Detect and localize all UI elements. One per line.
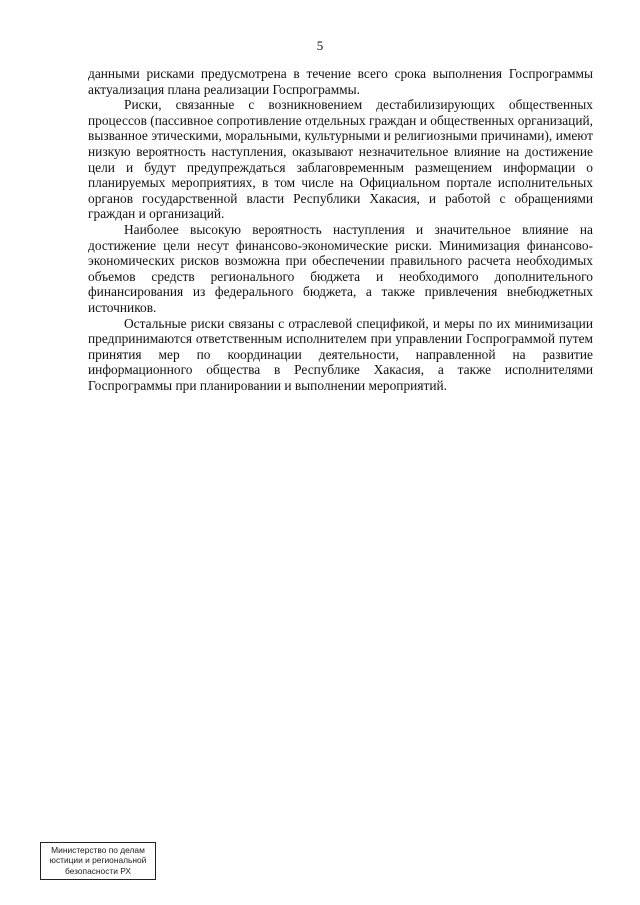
paragraph-3: Наиболее высокую вероятность наступления и значительное влияние на достижение цели несут финансово-экономические риски. Минимизация финансово-экономических рисков возможна при обеспечении правильного расчета необходимых объемов средств регионального бюджета и необходимого дополнительного финансирования из федерального бюджета, а также привлечения внебюджетных источников. (88, 221, 593, 315)
ministry-stamp (40, 842, 156, 880)
paragraph-4: Остальные риски связаны с отраслевой спецификой, и меры по их минимизации предпринимаются ответственным исполнителем при управлении Госпрограммой путем принятия мер по координации деятельности, направленной на развитие информационного общества в Республике Хакасия, а также исполнителями Госпрограммы при планировании и выполнении мероприятий. (88, 315, 593, 393)
page-number: 5 (316, 38, 324, 53)
paragraph-1: данными рисками предусмотрена в течение всего срока выполнения Госпрограммы актуализация плана реализации Госпрограммы. (88, 66, 593, 97)
paragraph-2: Риски, связанные с возникновением дестабилизирующих общественных процессов (пассивное сопротивление отдельных граждан и общественных организаций, вызванное этическими, моральными, культурными и религиозными причинами), имеют низкую вероятность наступления, оказывают незначительное влияние на достижение цели и будут предупреждаться заблаговременным размещением информации о планируемых мероприятиях, в том числе на Официальном портале исполнительных органов государственной власти Республики Хакасия, и работой с обращениями граждан и организаций. (88, 97, 593, 222)
stamp-line-1: Министерство по делам (51, 845, 145, 855)
document-body (88, 66, 593, 393)
stamp-line-3: безопасности РХ (64, 865, 132, 876)
stamp-line-2: юстиции и региональной (49, 855, 147, 866)
